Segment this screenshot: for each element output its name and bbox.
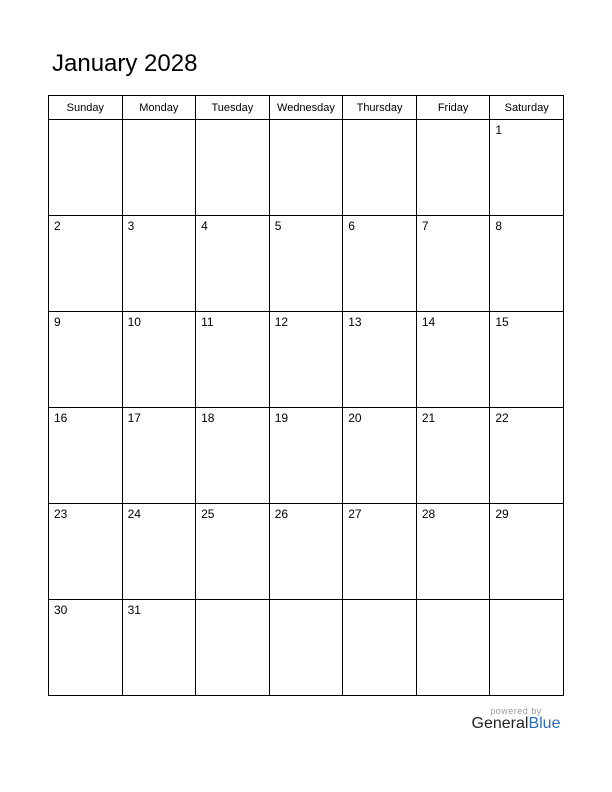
- day-number: 8: [495, 219, 503, 233]
- day-cell: [122, 120, 196, 216]
- day-cell: [343, 216, 417, 312]
- day-cell: [416, 504, 490, 600]
- day-number: 18: [201, 411, 215, 425]
- day-cell: [343, 120, 417, 216]
- day-number: 4: [201, 219, 208, 233]
- day-number: [490, 600, 563, 603]
- logo-blue: Blue: [528, 715, 561, 732]
- day-cell: [269, 600, 343, 696]
- day-number: 25: [201, 507, 215, 521]
- day-cell: [343, 408, 417, 504]
- day-cell: [49, 504, 123, 600]
- day-number: [343, 600, 416, 603]
- day-cell: [269, 120, 343, 216]
- day-number: 11: [201, 315, 214, 329]
- day-cell: [49, 120, 123, 216]
- weekday-monday: Monday: [122, 96, 196, 120]
- day-cell: [49, 312, 123, 408]
- day-cell: [269, 504, 343, 600]
- day-number: 1: [495, 123, 503, 137]
- day-number: 9: [54, 315, 61, 329]
- day-cell: [122, 312, 196, 408]
- day-cell: [269, 216, 343, 312]
- day-number: [343, 120, 416, 123]
- day-number: 10: [127, 315, 141, 329]
- day-cell: [122, 504, 196, 600]
- day-number: [49, 120, 122, 123]
- weekday-friday: Friday: [416, 96, 490, 120]
- week-row: [49, 120, 564, 216]
- day-number: [417, 600, 490, 603]
- day-cell: [343, 312, 417, 408]
- day-cell: [490, 600, 564, 696]
- day-cell: [122, 408, 196, 504]
- day-number: [270, 600, 343, 603]
- day-number: 16: [54, 411, 68, 425]
- day-number: 19: [274, 411, 289, 425]
- weekday-wednesday: Wednesday: [269, 96, 343, 120]
- day-cell: [269, 408, 343, 504]
- day-number: [196, 600, 269, 603]
- weekday-saturday: Saturday: [490, 96, 564, 120]
- logo-general: General: [471, 715, 529, 732]
- day-number: 29: [495, 507, 509, 521]
- day-cell: [269, 312, 343, 408]
- day-number: [123, 120, 196, 123]
- day-number: [196, 120, 269, 123]
- day-cell: [49, 216, 123, 312]
- day-number: 13: [348, 315, 362, 329]
- day-number: 2: [54, 219, 61, 233]
- day-number: 22: [495, 411, 509, 425]
- day-cell: [49, 600, 123, 696]
- day-cell: [490, 312, 564, 408]
- day-cell: [416, 408, 490, 504]
- day-number: 23: [54, 507, 68, 521]
- day-number: 26: [274, 507, 289, 521]
- day-number: 5: [274, 219, 282, 233]
- day-number: [417, 120, 490, 123]
- powered-by-text: powered by: [490, 706, 542, 716]
- day-number: 30: [54, 603, 68, 617]
- day-cell: [490, 120, 564, 216]
- day-number: [270, 120, 343, 123]
- day-number: 14: [421, 315, 436, 329]
- day-cell: [490, 216, 564, 312]
- week-row: [49, 504, 564, 600]
- day-number: 27: [348, 507, 362, 521]
- day-number: 17: [127, 411, 141, 425]
- day-cell: [490, 504, 564, 600]
- page-title: January 2028: [52, 50, 198, 77]
- day-number: 31: [127, 603, 141, 617]
- week-row: [49, 408, 564, 504]
- day-cell: [122, 216, 196, 312]
- day-number: 24: [127, 507, 141, 521]
- day-cell: [416, 216, 490, 312]
- week-row: [49, 312, 564, 408]
- day-cell: [343, 600, 417, 696]
- generalblue-logo: [469, 715, 563, 733]
- day-number: 21: [421, 411, 436, 425]
- day-number: 3: [127, 219, 135, 233]
- day-cell: [122, 600, 196, 696]
- weekday-tuesday: Tuesday: [196, 96, 270, 120]
- weekday-thursday: Thursday: [343, 96, 417, 120]
- day-number: 6: [348, 219, 355, 233]
- week-row: [49, 600, 564, 696]
- day-cell: [196, 120, 270, 216]
- day-cell: [196, 504, 270, 600]
- day-cell: [49, 408, 123, 504]
- weekday-header-row: [49, 96, 564, 120]
- day-number: 20: [348, 411, 362, 425]
- day-cell: [416, 600, 490, 696]
- generalblue-branding: [469, 706, 563, 733]
- day-cell: [196, 216, 270, 312]
- week-row: [49, 216, 564, 312]
- day-number: 15: [495, 315, 509, 329]
- day-number: 7: [421, 219, 429, 233]
- day-cell: [196, 408, 270, 504]
- calendar-grid: [48, 95, 564, 696]
- day-number: 12: [274, 315, 289, 329]
- day-cell: [416, 120, 490, 216]
- day-cell: [490, 408, 564, 504]
- day-cell: [196, 312, 270, 408]
- day-number: 28: [421, 507, 436, 521]
- day-cell: [343, 504, 417, 600]
- day-cell: [196, 600, 270, 696]
- weekday-sunday: Sunday: [49, 96, 123, 120]
- day-cell: [416, 312, 490, 408]
